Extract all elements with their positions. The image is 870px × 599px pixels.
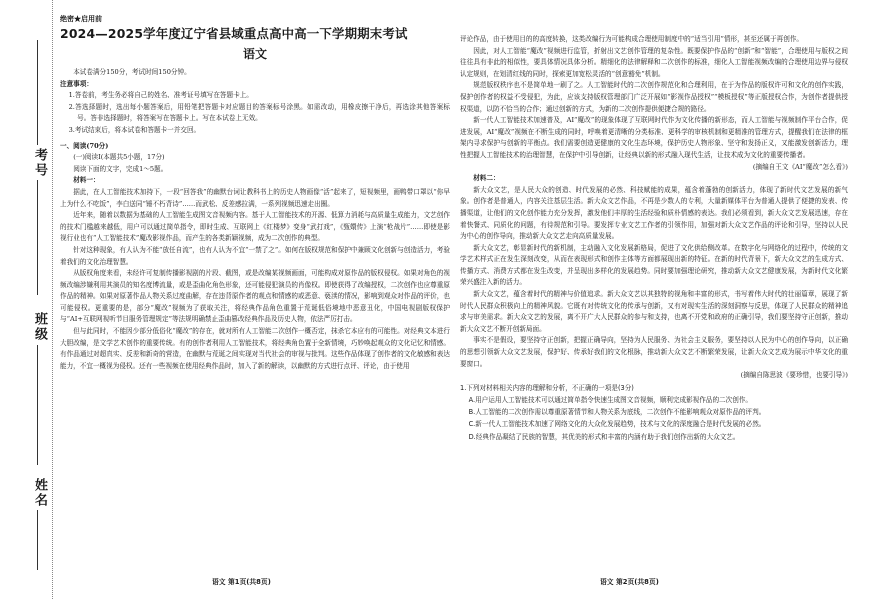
source-citation: (摘编自王文《AI“魔改”怎么看》) <box>752 162 848 171</box>
question-stem: 1.下列对材料相关内容的理解和分析，不正确的一项是(3分) <box>460 383 634 392</box>
binding-line-bottom <box>37 510 38 570</box>
paragraph: 事实不是假设，要坚持守正创新，把握正确导向，坚持为人民服务、为社会主义服务，要坚持以人民为中心的创作导向，以正确的思想引领新大众文艺发展，保护好、传承好我们的文化根脉，推动新大众文艺不断繁荣发展，让新大众文艺成为展示中华文化的重要窗口。 <box>460 336 848 368</box>
subsection-heading: (一)阅读Ⅰ(本题共5小题，17分) <box>73 153 165 162</box>
question-option: B.人工智能的二次创作需以尊重原著情节和人物关系为底线，二次创作不能影响观众对原作品的评判。 <box>468 408 766 417</box>
paragraph: 评论作品，由于使用目的的高度转换，这类改编行为可能构成合理使用制度中的“适当引用”情形，甚至还属于再创作。 <box>460 35 804 43</box>
paragraph: 因此，对人工智能“魔改”视频进行监管，折射出文艺创作管理的复杂性。既要保护作品的“创新”和“智能”，合理使用与版权之间往往具有非此的相似性，要具体情况具体分析。精细化的法律解释和二次创作的标准，细化人工智能视频改编的合理使用边界与侵权认定规则，在划清红线的同时，探索更加宽松灵活的“创意豁免”机制。 <box>460 46 848 78</box>
section-heading: 一、阅读(70分) <box>60 141 109 150</box>
paragraph: 新大众文艺，是人民大众的创造、时代发展的必然、科技赋能的成果，蕴含着蓬勃的创新活力，体现了新时代文艺发展的新气象。创作者是普通人，内容关注基层生活。新大众文艺作品，不再是少数人的专利，大量新媒体平台为普通人提供了便捷的发表、传播渠道，让他们的文化创作能力充分发挥，激发他们丰厚的生活经验和质朴情感的表达。我们必须看到，新大众文艺发展迅速，存在着快餐式、同质化的问题，有待规范和引导。要发挥专业文艺工作者的引领作用，加强对新大众文艺作品的评论和引导，坚持以人民为中心的创作导向，推动新大众文艺走向高质量发展。 <box>460 185 848 241</box>
question-option: C.新一代人工智能技术加速了网络文化的大众化发展趋势，技术与文化的深度融合是时代发展的必然。 <box>468 420 766 429</box>
notice-item: 2.答选择题时，选出每小题答案后，用铅笔把答题卡对应题目的答案标号涂黑。如需改动，用橡皮擦干净后，再选涂其他答案标号。答非选择题时，将答案写在答题卡上。写在本试卷上无效。 <box>68 102 450 123</box>
page-1 <box>60 0 450 372</box>
binding-line-low <box>37 345 38 465</box>
subject-title: 语文 <box>242 47 267 61</box>
exam-intro: 本试卷满分150分，考试时间150分钟。 <box>73 68 191 76</box>
exam-title: 2024—2025学年度辽宁省县域重点高中高一下学期期末考试 <box>60 26 408 41</box>
material-label: 材料二： <box>473 174 500 183</box>
exam-number-label: 考号 <box>32 148 47 178</box>
binding-margin <box>0 0 58 599</box>
notice-item: 3.考试结束后，将本试卷和答题卡一并交回。 <box>68 125 201 134</box>
material-label: 材料一： <box>73 176 100 185</box>
paragraph: 近年来，随着以数据为基础的人工智能生成图文音视频内容。基于人工智能技术的开源、低算力消耗与高质量生成能力，文艺创作的技术门槛越来越低，用户可以通过简单指令，即时生成、互联网上《红楼梦》变身“武打戏”，《甄嬛传》上演“枪战片”……即使是影视行业也有“人工智能技术”魔改影视作品，而产生的各类新颖视频，成为二次创作的典型。 <box>60 211 450 243</box>
paragraph: 据此，在人工智能技术加持下，一段“回答我”的幽默台词让教科书上的历史人物画像“活”起来了，短视频里，画鸭带口罩以“你早上为什么不吃饭”，李白送同“锤不朽背诗”……而武松、反差感拉满，一系列视频迅速走出圈。 <box>60 187 450 208</box>
page-footer-1: 语文 第1页(共8页) <box>212 578 271 586</box>
binding-line-mid <box>37 180 38 295</box>
paragraph: 从版权角度来看，未经许可复制传播影视剧的片段、截图，或是改编某视频画面，可能构成对原作品的版权侵权。如果对角色的视频改编涉嫌利用其演员的知名度博流量，或是歪曲化角色形象，还可能侵犯演员的肖像权。即使获得了改编授权，二次创作也应尊重原作品的精神。如果对原著作品人物关系过度曲解，存在违背原作者的观点和情感的或恶意、亵渎的情况，影响到观众对作品的评价，也可能侵权。更重要的是，部分“魔改”视频为了获取关注，将经典作品角色重置于荒诞低俗境地中恶意丑化，中国电视剧版权保护与“AI+互联网视听节目服务管理规定”等法规明确禁止歪曲篡改经典作品及历史人物，依法严厉打击。 <box>60 269 450 324</box>
paragraph: 规范版权秩序也不是简单地一刷了之。人工智能时代的二次创作规范化和合理利用，在于为作品的版权许可和文化的创作实践，保护创作者的权益不受侵犯，为此，应该支持版权管理部门广泛开展如“影视作品授权”“模板授权”等正版授权合作，为创作者提供授权渠道，以防不恰当的合作；通过创新的方式，为新的二次创作提供便捷合规的路径。 <box>460 81 848 113</box>
page-footer-2: 语文 第2页(共8页) <box>600 578 659 586</box>
paragraph: 针对这种现象，有人认为不能“放任自流”，也有人认为不宜“一禁了之”。如何在版权规范和保护中兼顾文化创新与创造活力，考验着我们的文化治理智慧。 <box>60 245 450 266</box>
cut-line <box>52 0 53 599</box>
paragraph: 新一代人工智能技术加速普及，AI“魔改”的现象体现了互联网时代作为文化传播的新形态，而人工智能与视频制作平台合作，促进发展，AI“魔改”视频在不断生成的同时，呼唤着更清晰的分类标准、更科学的审核机制和更精准的管理方式，提醒我们在法律的框架内寻求保护与创新的平衡点。我们需要创造更健康的文化生态环境，保护历史人物形象、坚守和发扬正义，又能激发创新活力，理性把握人工智能技术的治理智慧，在保护中引导创新，让经典以新的形式融入现代生活，让技术成为文化的重要传播者。 <box>460 116 848 159</box>
binding-line-top <box>37 40 38 145</box>
secret-mark: 绝密★启用前 <box>60 14 102 23</box>
paragraph: 但与此同时，不能因少部分低俗化“魔改”的存在，就对所有人工智能二次创作一概否定，抹杀它本应有的可能性。对经典文本进行大胆改编，是文学艺术创作的重要传统。有的创作者利用人工智能技术，将经典角色置于全新情境，巧妙唤起观众的文化记忆和情感。有作品通过对超真实、反差和新奇的营造，在幽默与荒诞之间实现对当代社会的审视与批判。这些作品体现了创作者的文化敏感和表达能力，不宜一概视为侵权。还有一些视频在使用经典作品时，加入了新的解读，以幽默的方式进行点评、评论，由于使用 <box>60 327 450 370</box>
page-2 <box>460 34 848 443</box>
notice-item: 1.答卷前，考生务必将自己的姓名、准考证号填写在答题卡上。 <box>68 91 253 100</box>
source-citation: (摘编自陈思波《要珍惜，也要引导》) <box>740 371 848 380</box>
class-label: 班级 <box>32 312 47 342</box>
question-option: A.用户运用人工智能技术可以通过简单指令快速生成图文音视频，顺利完成影视作品的二次创作。 <box>468 396 753 405</box>
paragraph: 新大众文艺，蕴含着时代的精神与价值追求。新大众文艺以其独特的视角和丰富的形式，书写着伟大时代的壮丽篇章，展现了新时代人民群众积极向上的精神风貌。它既有对传统文化的传承与创新，又有对现实生活的深刻洞察与反思，体现了人民群众的精神追求与审美需求。新大众文艺的发展，离不开广大人民群众的参与和支持，也离不开党和政府的正确引导，我们要坚持守正创新，推动新大众文艺不断开创新局面。 <box>460 290 848 333</box>
name-label: 姓名 <box>32 478 47 508</box>
notice-heading: 注意事项： <box>60 79 93 88</box>
instruction: 阅读下面的文字，完成1～5题。 <box>73 164 168 173</box>
paragraph: 新大众文艺，彰显新时代的新机制，主动融入文化发展新格局，促进了文化供给侧改革。在数字化与网络化的过程中，传统的文学艺术样式正在发生深刻改变，从而在表现形式和创作主体等方面都展现出新的特征。在新的时代背景下，新大众文艺的生成方式、传播方式、消费方式都在发生改变，并呈现出多样化的发展趋势。同时要加强理论研究，推动新大众文艺健康发展，为新时代文化繁荣兴盛注入新的活力。 <box>460 243 848 287</box>
question-option: D.经典作品凝结了民族的智慧，其优美的形式和丰富的内涵有助于我们创作出新的大众文艺。 <box>468 432 740 441</box>
